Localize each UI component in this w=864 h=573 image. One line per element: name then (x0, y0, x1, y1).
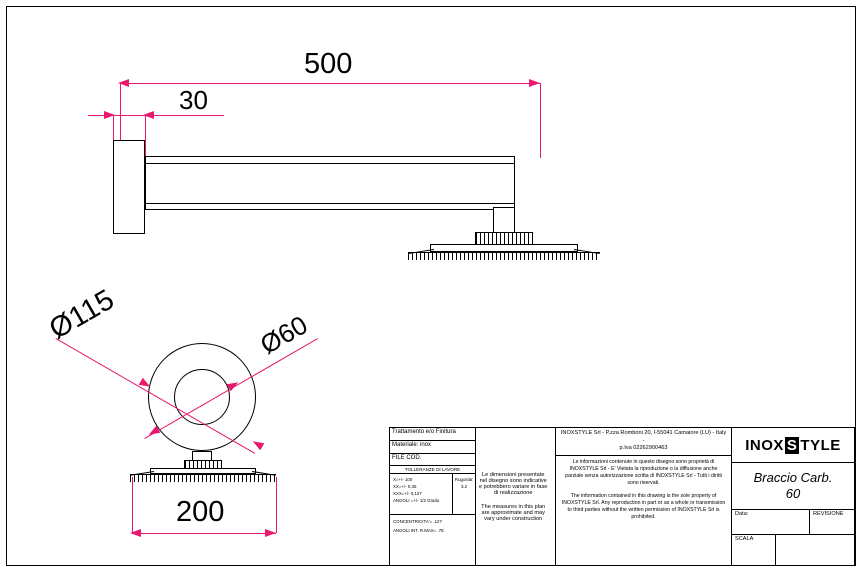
logo-part-1: INOX (745, 436, 784, 454)
scala-row (732, 535, 854, 565)
logo-part-2: TYLE (800, 436, 841, 454)
company-vat: p.Iva 02262900463 (619, 445, 668, 452)
note-line-7: vary under construction (484, 515, 543, 522)
note-line-6: are approximate and may (481, 509, 545, 516)
materiale-label: Materiale: (392, 442, 419, 448)
company-legal-column (556, 428, 732, 565)
trattamento-row (390, 428, 475, 441)
file-cod-label: FILE COD. (392, 455, 422, 461)
logo-text (745, 437, 841, 454)
materiale-row (390, 441, 475, 454)
note-line-4: di realizzazione (493, 489, 533, 496)
identity-column (732, 428, 854, 565)
dim-200-ext-left (132, 477, 133, 533)
legal-italian: Le informazioni contenute in questo disegno sono proprietà di INOXSTYLE Srl - E' Vietata la riproduzione o la diffusione anche parziale senza autorizzazione scritta di INOXSTYLE Srl - Tutti i diritti sono riservati. (565, 458, 722, 486)
dim-30-ext-right (145, 115, 146, 156)
dim-60-label: Ø60 (255, 309, 313, 360)
dim-500-ext-right (540, 83, 541, 158)
dim-500-ext-left (120, 83, 121, 140)
tol-line-1: XX=+/- 0,35 (393, 484, 417, 490)
note-line-5: The measures in this plan (481, 503, 546, 510)
data-label: Data: (735, 511, 749, 517)
scala-value-cell (776, 535, 854, 565)
dim-30-lead-right (152, 115, 224, 116)
arm-tube-edge (145, 163, 515, 164)
note-line-1: Le dimensioni presentate (481, 471, 545, 478)
rugosita-cell (453, 474, 475, 514)
data-cell (732, 510, 810, 534)
tol-line-2: XXX=+/- 0,127 (393, 491, 422, 497)
shower-head-nozzles (408, 253, 600, 260)
materiale-value: inox (420, 442, 432, 448)
dim-500-arrow-right (529, 79, 540, 87)
trattamento-label: Trattamento e/o Finitura (392, 429, 456, 435)
drawing-title-line-2: 60 (785, 486, 801, 501)
drawing-title-line-1: Braccio Carb. (753, 469, 833, 485)
rugosita-value: 3.2 (460, 483, 468, 489)
dim-200-label: 200 (176, 496, 225, 528)
title-block-left-column (390, 428, 476, 565)
dim-500-label: 500 (304, 48, 353, 80)
tolleranze-values (390, 474, 453, 514)
meta-row (732, 510, 854, 535)
company-address: INOXSTYLE Srl - P.zza Romboni 20, I-55041 Camaiore (LU) - Italy - (560, 430, 727, 444)
dim-30-line (113, 115, 145, 116)
legal-english: The information contained in this drawing is the sole property of INOXSTYLE Srl. Any reproduction in part or as a whole or transmission to third parties without the written permission of INOXSTYLE Srl is prohibited. (561, 492, 726, 520)
tol-line-0: X=+/- 100 (393, 477, 413, 482)
wall-flange (113, 140, 145, 234)
tol-line-3: ANGOLI =+/- 1/2 Grado (393, 498, 440, 504)
dim-200-ext-right (276, 477, 277, 533)
note-line-3: e potrebbero variare in fase (479, 483, 548, 490)
tolleranze-header: TOLLERANZE DI LAVORE (390, 466, 475, 474)
arm-tube-edge-2 (145, 203, 515, 204)
angoli-int-line: ANGOLI INT. R.MAX= .78 (393, 527, 444, 533)
dim-30-label: 30 (179, 85, 208, 115)
tolleranze-grid (390, 474, 475, 515)
company-logo (732, 428, 854, 463)
file-cod-row (390, 454, 475, 466)
dim-200-line (132, 533, 276, 534)
title-block (389, 427, 855, 566)
scala-cell (732, 535, 776, 565)
plan-nozzles (130, 475, 276, 482)
legal-body (556, 456, 731, 565)
note-line-2: nel disegno sono indicative (479, 477, 547, 484)
logo-part-x: S (786, 436, 798, 454)
company-header (556, 428, 731, 456)
arm-tube (145, 156, 515, 210)
dim-200-arrow-right (265, 529, 276, 537)
concentricita-line: CONCENTRICITA'= .127 (393, 519, 442, 524)
revisione-cell (810, 510, 854, 534)
rugosita-label: Rugosita' (454, 477, 474, 482)
notes-column (476, 428, 556, 565)
revisione-label: REVISIONE (813, 511, 844, 517)
tolleranze-extra (390, 515, 475, 539)
dim-115-label: Ø115 (44, 283, 120, 346)
shower-head-disc (430, 244, 578, 252)
dim-500-line (120, 83, 540, 84)
drawing-title (732, 463, 854, 510)
scala-label: SCALA (735, 536, 754, 542)
dim-30-ext-left (113, 115, 114, 140)
